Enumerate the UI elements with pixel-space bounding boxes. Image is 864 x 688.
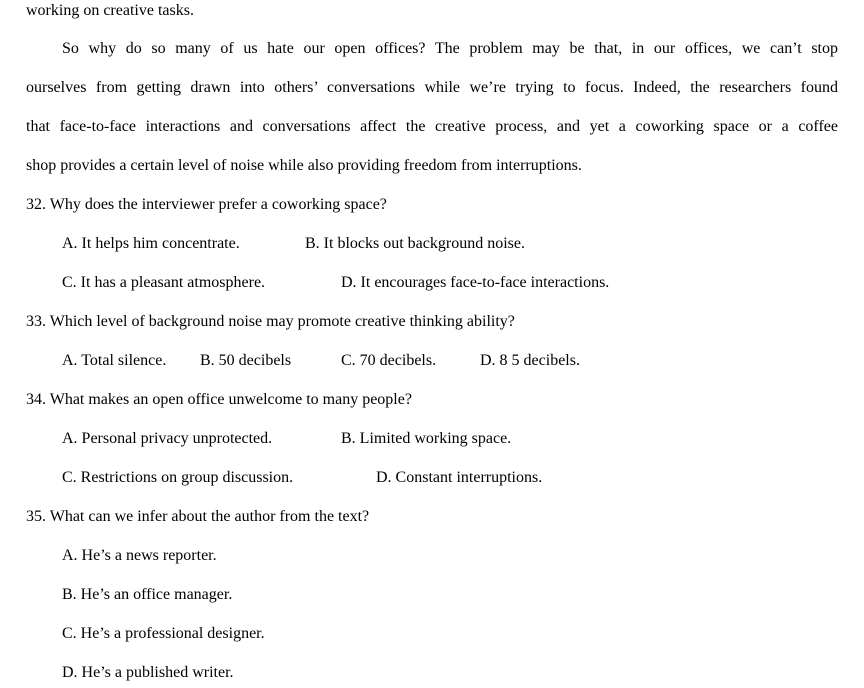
q34-option-b: B. Limited working space.: [341, 430, 512, 447]
question-34-stem: 34. What makes an open office unwelcome to many people?: [26, 391, 412, 408]
q32-option-d: D. It encourages face-to-face interactions.: [341, 274, 610, 291]
passage-line: shop provides a certain level of noise while also providing freedom from interruptions.: [26, 157, 582, 174]
question-32-stem: 32. Why does the interviewer prefer a coworking space?: [26, 196, 387, 213]
passage-line: So why do so many of us hate our open offices? The problem may be that, in our offices, we can’t stop: [62, 40, 838, 57]
question-35-stem: 35. What can we infer about the author from the text?: [26, 508, 370, 525]
q35-option-d: D. He’s a published writer.: [62, 664, 234, 681]
q35-option-b: B. He’s an office manager.: [62, 586, 233, 603]
q35-option-c: C. He’s a professional designer.: [62, 625, 265, 642]
q33-option-a: A. Total silence.: [62, 352, 167, 369]
q32-option-c: C. It has a pleasant atmosphere.: [62, 274, 266, 291]
q35-option-a: A. He’s a news reporter.: [62, 547, 217, 564]
question-33-stem: 33. Which level of background noise may promote creative thinking ability?: [26, 313, 515, 330]
q34-option-a: A. Personal privacy unprotected.: [62, 430, 273, 447]
passage-line: ourselves from getting drawn into others’ conversations while we’re trying to focus. Indeed, the researchers found: [26, 79, 838, 96]
passage-line: working on creative tasks.: [26, 2, 194, 19]
passage-line: that face-to-face interactions and conversations affect the creative process, and yet a coworking space or a coffee: [26, 118, 838, 135]
q33-option-c: C. 70 decibels.: [341, 352, 437, 369]
q33-option-d: D. 8 5 decibels.: [480, 352, 580, 369]
q33-option-b: B. 50 decibels: [200, 352, 292, 369]
q34-option-d: D. Constant interruptions.: [376, 469, 543, 486]
q34-option-c: C. Restrictions on group discussion.: [62, 469, 294, 486]
q32-option-a: A. It helps him concentrate.: [62, 235, 240, 252]
q32-option-b: B. It blocks out background noise.: [305, 235, 525, 252]
